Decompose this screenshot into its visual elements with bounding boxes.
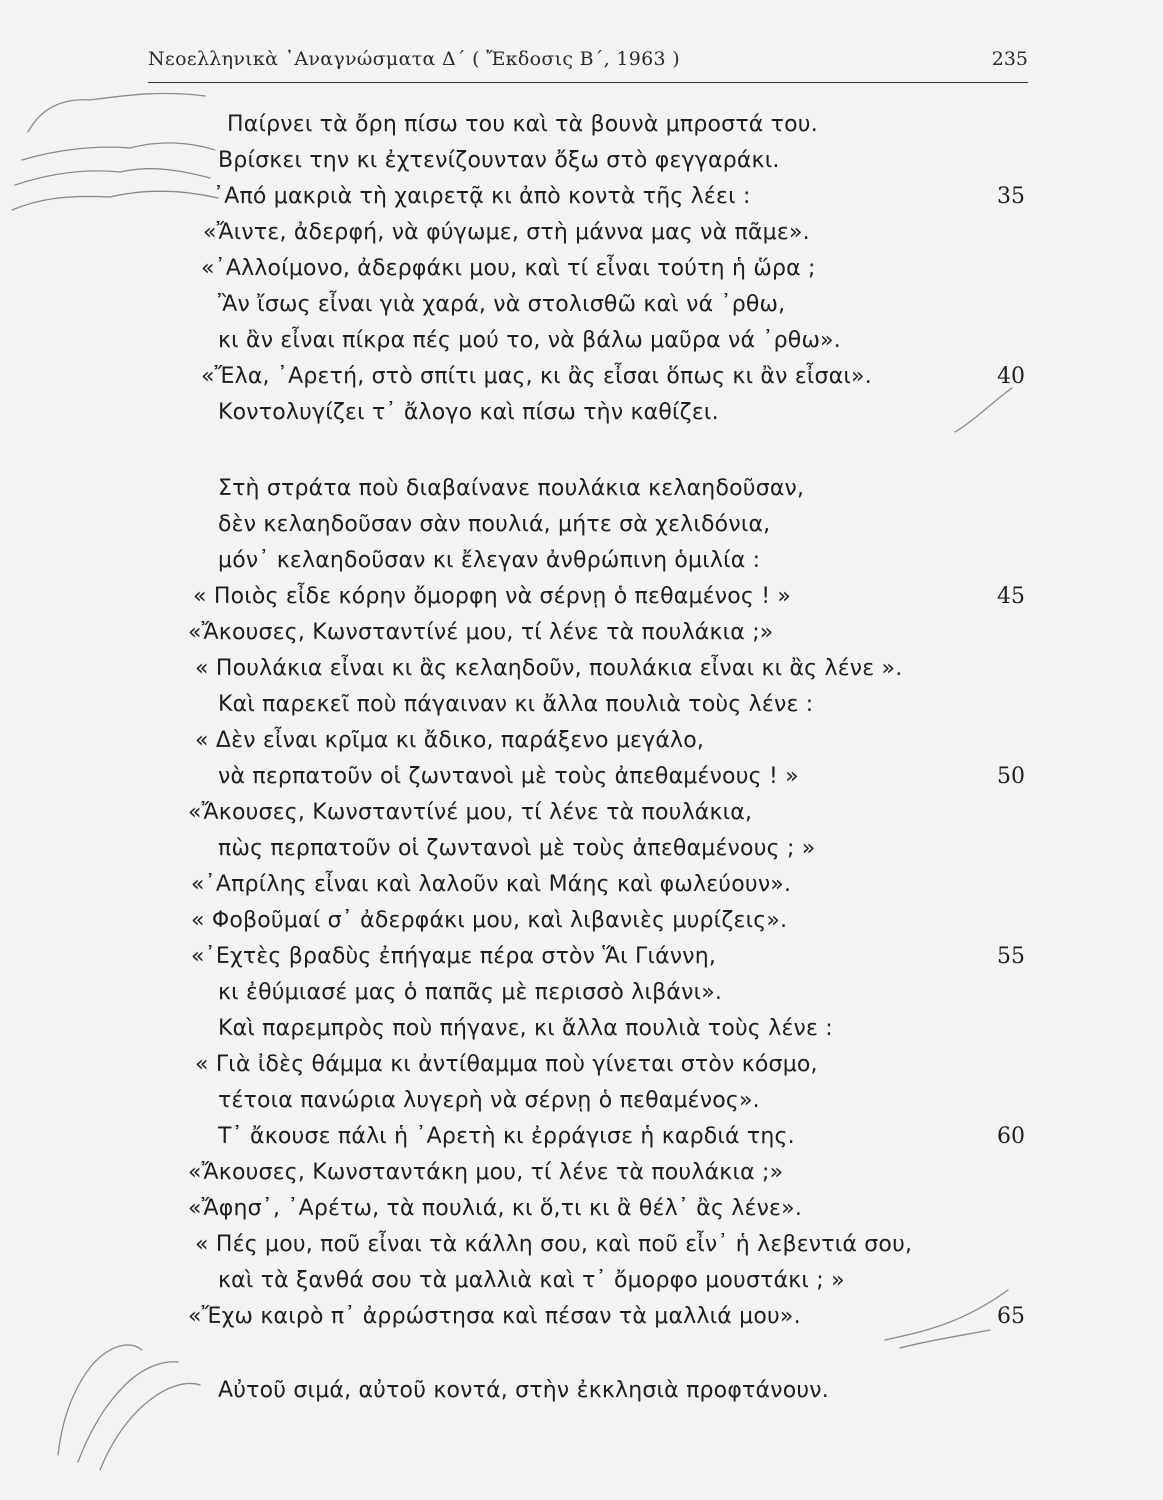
page-header (148, 46, 1028, 82)
line-number: 35 (997, 184, 1025, 209)
line-number: 55 (997, 944, 1025, 969)
page-number: 235 (991, 48, 1028, 70)
verse-line: «Ἔχω καιρὸ π᾿ ἀρρώστησα καὶ πέσαν τὰ μαλλιά μου». (188, 1304, 801, 1329)
book-title: Νεοελληνικὰ ᾿Αναγνώσματα Δ΄ ( Ἔκδοσις Β΄, 1963 ) (148, 48, 680, 70)
verse-line: Τ᾿ ἄκουσε πάλι ἡ ᾿Αρετὴ κι ἐρράγισε ἡ καρδιά της. (218, 1124, 795, 1149)
line-number: 50 (997, 764, 1025, 789)
verse-line: «Ἄφησ᾿, ᾿Αρέτω, τὰ πουλιά, κι ὅ,τι κι ἂ θέλ᾿ ἂς λένε». (188, 1196, 803, 1221)
verse-line: Κοντολυγίζει τ᾿ ἄλογο καὶ πίσω τὴν καθίζει. (218, 400, 719, 425)
verse-line: « Πουλάκια εἶναι κι ἂς κελαηδοῦν, πουλάκια εἶναι κι ἂς λένε ». (195, 656, 903, 681)
verse-line: «᾿Απρίλης εἶναι καὶ λαλοῦν καὶ Μάης καὶ φωλεύουν». (191, 872, 792, 897)
verse-line: «Ἄκουσες, Κωνσταντίνέ μου, τί λένε τὰ πουλάκια ;» (188, 620, 774, 645)
verse-line: « Πές μου, ποῦ εἶναι τὰ κάλλη σου, καὶ ποῦ εἶν᾿ ἡ λεβεντιά σου, (195, 1232, 913, 1257)
margin-scribble-bottom-left (58, 1345, 200, 1470)
line-number: 45 (997, 584, 1025, 609)
verse-line: μόν᾿ κελαηδοῦσαν κι ἔλεγαν ἀνθρώπινη ὁμιλία : (218, 548, 761, 573)
header-rule (148, 82, 1028, 83)
line-number: 60 (997, 1124, 1025, 1149)
verse-line: « Δὲν εἶναι κρῖμα κι ἄδικο, παράξενο μεγάλο, (195, 728, 705, 753)
verse-line: «᾿Αλλοίμονο, ἀδερφάκι μου, καὶ τί εἶναι τούτη ἡ ὥρα ; (201, 256, 816, 281)
verse-line: ᾿Από μακριὰ τὴ χαιρετᾷ κι ἀπὸ κοντὰ τῆς λέει : (213, 184, 751, 209)
verse-line: κι ἐθύμιασέ μας ὁ παπᾶς μὲ περισσὸ λιβάνι». (218, 980, 723, 1005)
verse-line: Καὶ παρεμπρὸς ποὺ πήγανε, κι ἄλλα πουλιὰ τοὺς λένε : (218, 1016, 833, 1041)
verse-line: « Ποιὸς εἶδε κόρην ὄμορφη νὰ σέρνῃ ὁ πεθαμένος ! » (193, 584, 792, 609)
verse-line: «᾿Εχτὲς βραδὺς ἐπήγαμε πέρα στὸν Ἅι Γιάννη, (191, 944, 717, 969)
verse-line: τέτοια πανώρια λυγερὴ νὰ σέρνῃ ὁ πεθαμένος». (218, 1088, 760, 1113)
verse-line: Στὴ στράτα ποὺ διαβαίνανε πουλάκια κελαηδοῦσαν, (218, 476, 805, 501)
verse-line: Ἂν ἴσως εἶναι γιὰ χαρά, νὰ στολισθῶ καὶ νά ᾿ρθω, (218, 292, 786, 317)
verse-line: Αὐτοῦ σιμά, αὐτοῦ κοντά, στὴν ἐκκλησιὰ προφτάνουν. (218, 1378, 829, 1403)
poem-body (185, 108, 1045, 1428)
verse-line: πὼς περπατοῦν οἱ ζωντανοὶ μὲ τοὺς ἀπεθαμένους ; » (218, 836, 816, 861)
verse-line: « Γιὰ ἰδὲς θάμμα κι ἀντίθαμμα ποὺ γίνεται στὸν κόσμο, (195, 1052, 818, 1077)
verse-line: Βρίσκει την κι ἐχτενίζουνταν ὄξω στὸ φεγγαράκι. (218, 148, 780, 173)
verse-line: δὲν κελαηδοῦσαν σὰν πουλιά, μήτε σὰ χελιδόνια, (218, 512, 771, 537)
verse-line: « Φοβοῦμαί σ᾿ ἀδερφάκι μου, καὶ λιβανιὲς μυρίζεις». (191, 908, 788, 933)
line-number: 40 (997, 364, 1025, 389)
verse-line: «Ἄκουσες, Κωνσταντάκη μου, τί λένε τὰ πουλάκια ;» (188, 1160, 784, 1185)
verse-line: κι ἂν εἶναι πίκρα πές μού το, νὰ βάλω μαῦρα νά ᾿ρθω». (218, 328, 841, 353)
verse-line: «Ἄιντε, ἀδερφή, νὰ φύγωμε, στὴ μάννα μας νὰ πᾶμε». (203, 220, 810, 245)
verse-line: «Ἄκουσες, Κωνσταντίνέ μου, τί λένε τὰ πουλάκια, (188, 800, 753, 825)
verse-line: καὶ τὰ ξανθά σου τὰ μαλλιὰ καὶ τ᾿ ὄμορφο μουστάκι ; » (218, 1268, 845, 1293)
line-number: 65 (997, 1304, 1025, 1329)
verse-line: νὰ περπατοῦν οἱ ζωντανοὶ μὲ τοὺς ἀπεθαμένους ! » (218, 764, 799, 789)
verse-line: Παίρνει τὰ ὄρη πίσω του καὶ τὰ βουνὰ μπροστά του. (227, 112, 818, 137)
verse-line: «Ἔλα, ᾿Αρετή, στὸ σπίτι μας, κι ἂς εἶσαι ὅπως κι ἂν εἶσαι». (201, 364, 872, 389)
verse-line: Καὶ παρεκεῖ ποὺ πάγαιναν κι ἄλλα πουλιὰ τοὺς λένε : (218, 692, 814, 717)
